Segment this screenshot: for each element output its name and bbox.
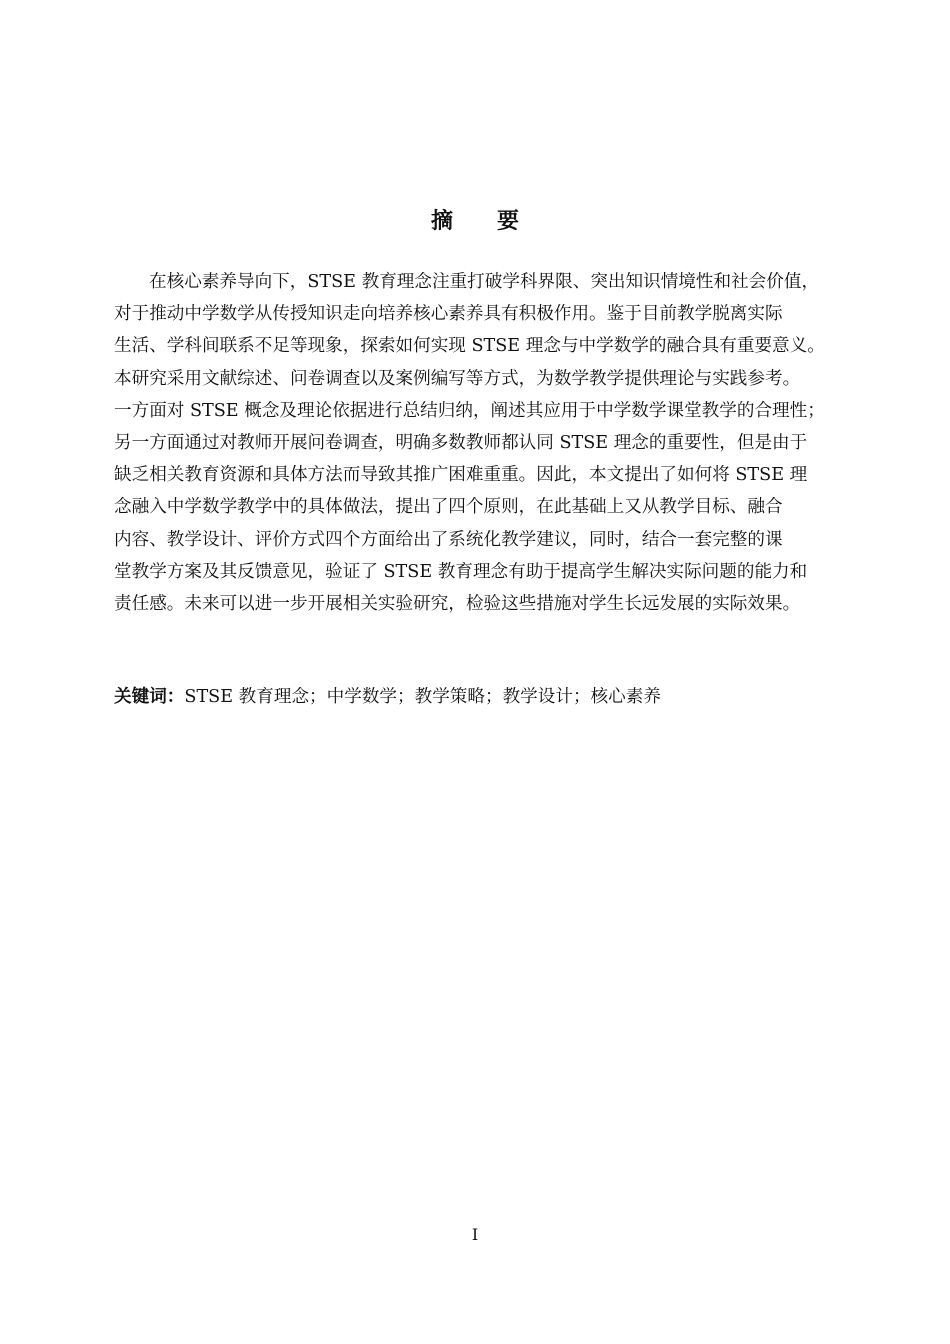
abstract-line: 一方面对 STSE 概念及理论依据进行总结归纳，阐述其应用于中学数学课堂教学的合理性；: [114, 400, 825, 421]
abstract-title: [0, 204, 950, 235]
abstract-title-char-1: 摘: [430, 208, 453, 234]
abstract-line: 在核心素养导向下，STSE 教育理念注重打破学科界限、突出知识情境性和社会价值，: [149, 272, 820, 292]
keywords-label: 关键词：: [114, 687, 185, 707]
abstract-title-char-2: 要: [497, 208, 520, 234]
abstract-line: 另一方面通过对教师开展问卷调查，明确多数教师都认同 STSE 理念的重要性，但是由于: [114, 433, 808, 454]
page-number: I: [471, 1225, 479, 1244]
abstract-line: 内容、教学设计、评价方式四个方面给出了系统化教学建议，同时，结合一套完整的课: [114, 529, 783, 550]
abstract-line: 念融入中学数学教学中的具体做法，提出了四个原则，在此基础上又从教学目标、融合: [114, 497, 783, 518]
abstract-line: 堂教学方案及其反馈意见，验证了 STSE 教育理念有助于提高学生解决实际问题的能力和: [114, 561, 808, 582]
abstract-line: 对于推动中学数学从传授知识走向培养核心素养具有积极作用。鉴于目前教学脱离实际: [114, 304, 783, 325]
abstract-line: 缺乏相关教育资源和具体方法而导致其推广困难重重。因此，本文提出了如何将 STSE 理: [114, 465, 808, 486]
abstract-line: 生活、学科间联系不足等现象，探索如何实现 STSE 理念与中学数学的融合具有重要意义。: [114, 336, 825, 357]
keywords-line: [114, 683, 661, 711]
abstract-line: 责任感。未来可以进一步开展相关实验研究，检验这些措施对学生长远发展的实际效果。: [114, 594, 801, 615]
keywords-text: STSE 教育理念；中学数学；教学策略；教学设计；核心素养: [184, 687, 661, 707]
abstract-line: 本研究采用文献综述、问卷调查以及案例编写等方式，为数学教学提供理论与实践参考。: [114, 368, 801, 389]
abstract-body: [114, 266, 874, 620]
